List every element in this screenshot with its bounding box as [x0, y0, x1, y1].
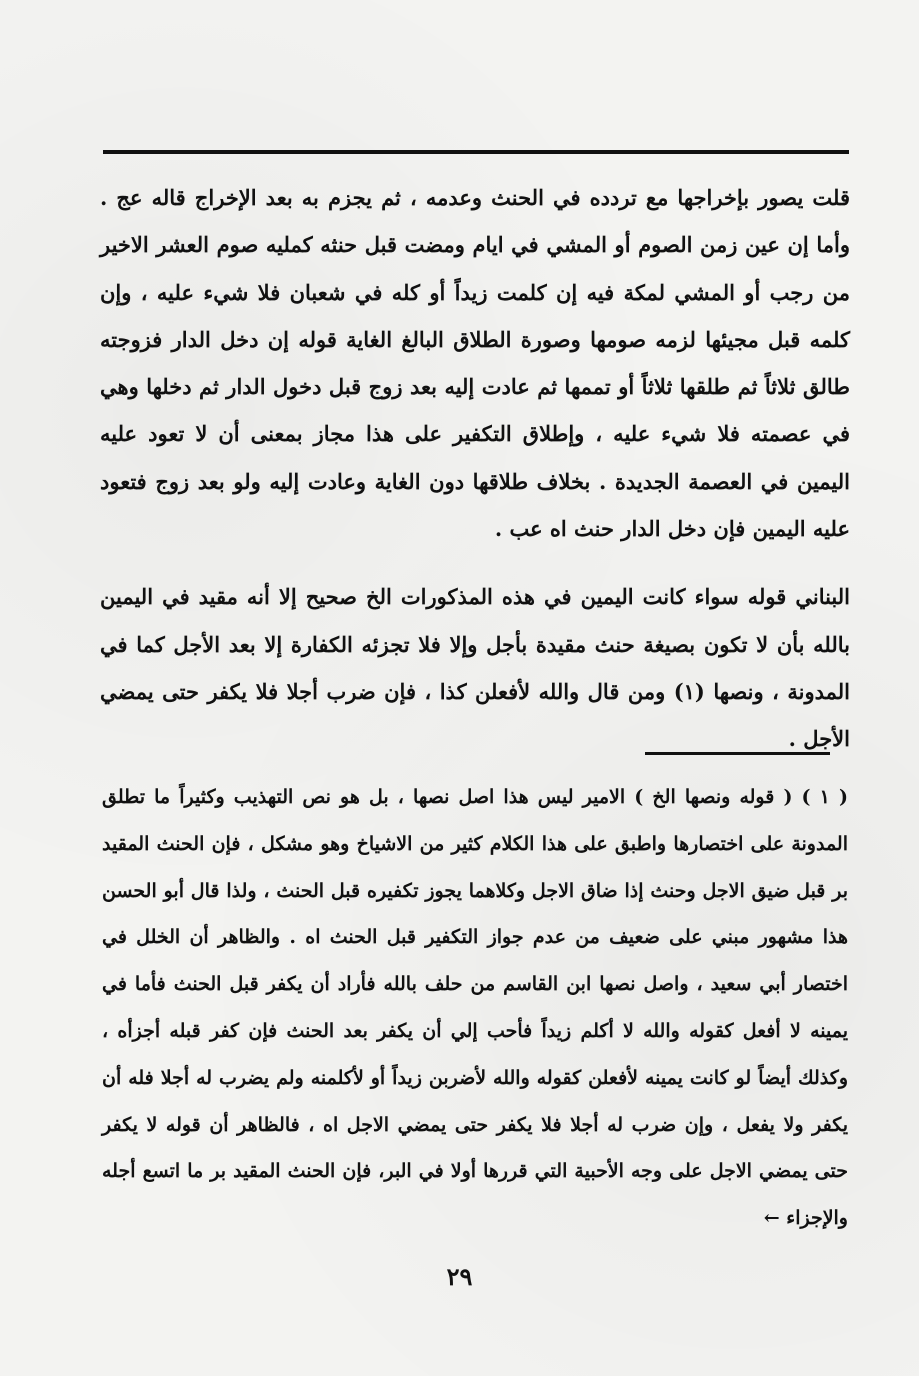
- footnote: [102, 774, 848, 1242]
- header-rule: [103, 150, 849, 154]
- main-text: [100, 174, 850, 763]
- footnote-paragraph: ( ١ ) ( قوله ونصها الخ ) الامير ليس هذا اصل نصها ، بل هو نص التهذيب وكثيراً ما تطلق المدونة على اختصارها واطبق على هذا الكلام كثير من الاشياخ وهو مشكل ، فإن الحنث المقيد بر قبل ضيق الاجل وحنث إذا ضاق الاجل وكلاهما يجوز تكفيره قبل الحنث ، ولذا قال أبو الحسن هذا مشهور مبني على ضعيف من عدم جواز التكفير قبل الحنث اه . والظاهر أن الخلل في اختصار أبي سعيد ، واصل نصها ابن القاسم من حلف بالله فأراد أن يكفر قبل الحنث فأما في يمينه لا أفعل كقوله والله لا أكلم زيداً فأحب إلي أن يكفر بعد الحنث فإن كفر قبله أجزأه ، وكذلك أيضاً لو كانت يمينه لأفعلن كقوله والله لأضربن زيداً أو لأكلمنه ولم يضرب له أجلا فله أن يكفر ولا يفعل ، وإن ضرب له أجلا فلا يكفر حتى يمضي الاجل اه ، فالظاهر أن قوله لا يكفر حتى يمضي الاجل على وجه الأحبية التي قررها أولا في البر، فإن الحنث المقيد بر ما اتسع أجله والإجزاء ←: [102, 786, 848, 1230]
- main-paragraph-2: البناني قوله سواء كانت اليمين في هذه المذكورات الخ صحيح إلا أنه مقيد في اليمين بالله بأن لا تكون بصيغة حنث مقيدة بأجل وإلا فلا تجزئه الكفارة إلا بعد الأجل كما في المدونة ، ونصها (١) ومن قال والله لأفعلن كذا ، فإن ضرب أجلا فلا يكفر حتى يمضي الأجل .: [100, 584, 850, 752]
- main-paragraph-1: قلت يصور بإخراجها مع تردده في الحنث وعدمه ، ثم يجزم به بعد الإخراج قاله عج . وأما إن عين زمن الصوم أو المشي في ايام ومضت قبل حنثه كمليه صوم العشر الاخير من رجب أو المشي لمكة فيه إن كلمت زيداً أو كله في شعبان فلا شيء عليه ، وإن كلمه قبل مجيئها لزمه صومها وصورة الطلاق البالغ الغاية قوله إن دخل الدار فزوجته طالق ثلاثاً ثم طلقها ثلاثاً أو تممها ثم عادت إليه بعد زوج قبل دخول الدار ثم دخلها وهي في عصمته فلا شيء عليه ، وإطلاق التكفير على هذا مجاز بمعنى أن لا تعود عليه اليمين في العصمة الجديدة . بخلاف طلاقها دون الغاية وعادت إليه ولو بعد زوج فتعود عليه اليمين فإن دخل الدار حنث اه عب .: [100, 185, 850, 542]
- page-number: ٢٩: [446, 1262, 473, 1291]
- footnote-separator: [645, 752, 830, 755]
